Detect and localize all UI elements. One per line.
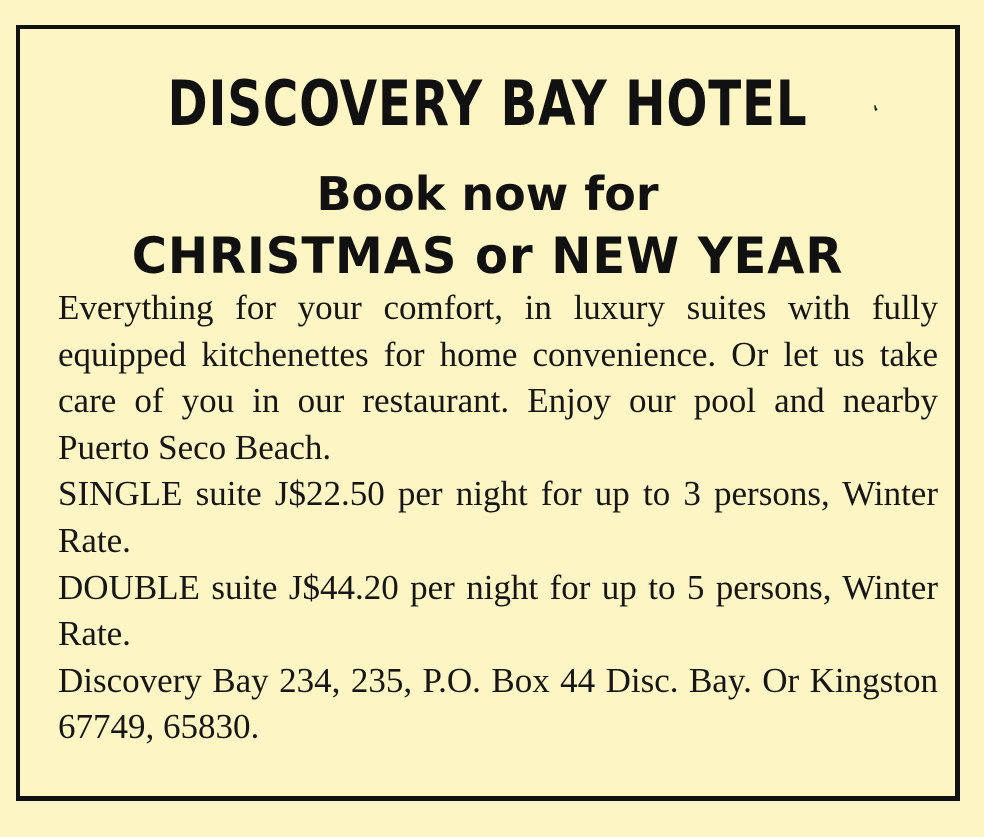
- ink-speck-mark: ‘: [869, 101, 890, 126]
- double-suite-rate: DOUBLE suite J$44.20 per night for up to 5 persons, Winter Rate.: [58, 567, 938, 654]
- hotel-name-heading: DISCOVERY BAY HOTEL: [167, 67, 808, 140]
- advertisement: [20, 29, 955, 796]
- description-paragraph: Everything for your comfort, in luxury suites with fully equipped kitchenettes for home convenience. Or let us take care of you in our restaurant. Enjoy our pool and nearby Puerto Seco Beach.: [58, 288, 938, 467]
- booking-tagline-line2: CHRISTMAS or NEW YEAR: [131, 227, 844, 285]
- advertisement-border: [16, 25, 960, 801]
- single-suite-rate: SINGLE suite J$22.50 per night for up to 3 persons, Winter Rate.: [58, 474, 938, 560]
- advertisement-body: [58, 285, 938, 751]
- contact-info: Discovery Bay 234, 235, P.O. Box 44 Disc. Bay. Or Kingston 67749, 65830.: [58, 660, 938, 747]
- booking-tagline-line1: Book now for: [316, 167, 659, 221]
